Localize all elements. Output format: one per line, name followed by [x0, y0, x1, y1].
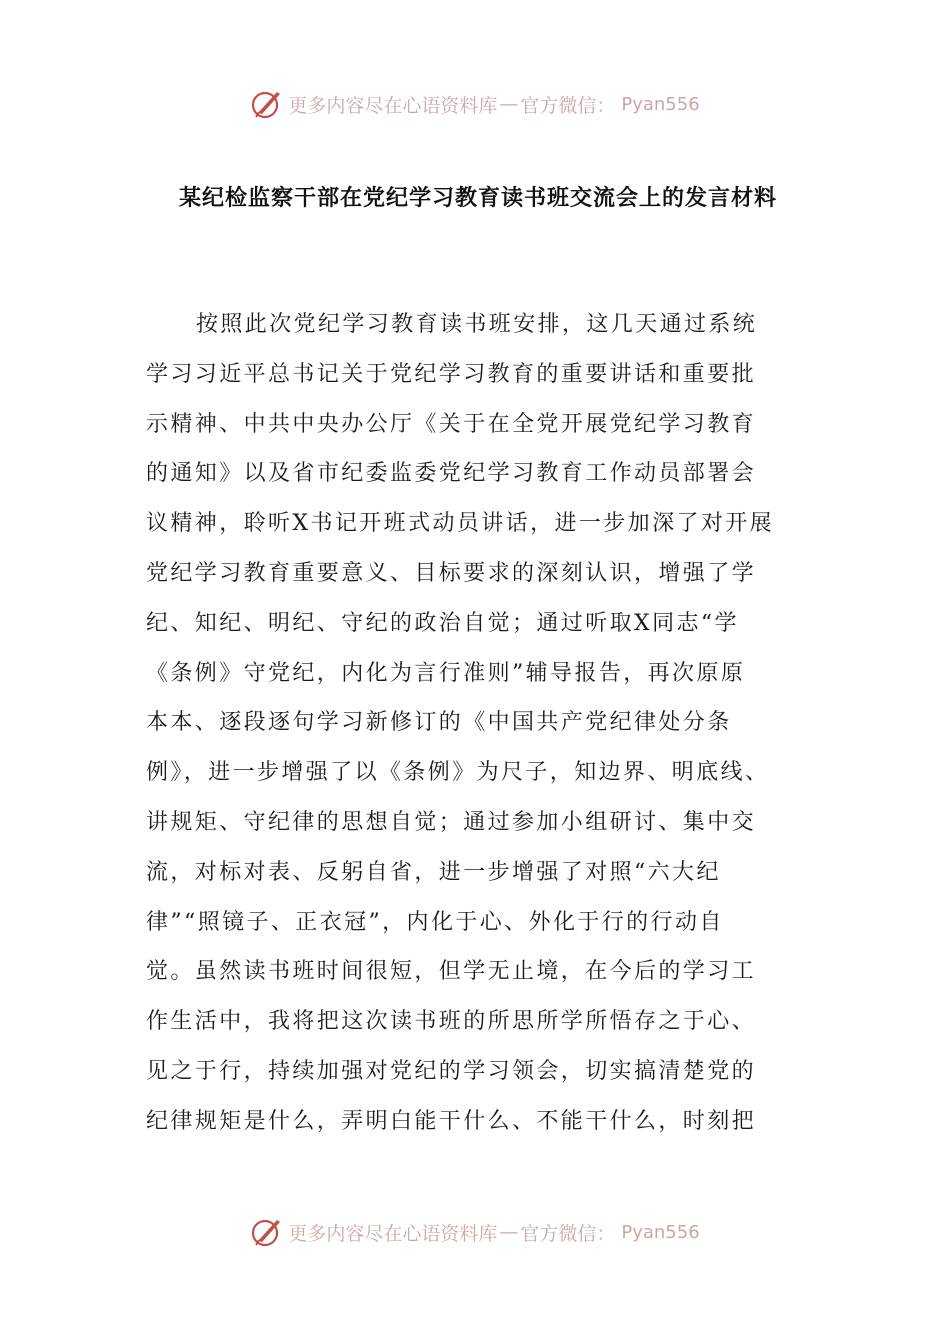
watermark-label: 官方微信： [520, 94, 616, 117]
body-line: 按照此次党纪学习教育读书班安排，这几天通过系统 [196, 312, 758, 337]
body-line: 讲规矩、守纪律的思想自觉；通过参加小组研讨、集中交 [146, 809, 757, 835]
body-line: 例》，进一步增强了以《条例》为尺子，知边界、明底线、 [146, 760, 770, 786]
document-body [146, 300, 806, 1147]
body-line: 《条例》守党纪，内化为言行准则”辅导报告，再次原原 [146, 660, 746, 686]
watermark-brand: 更多内容尽在心语资料库 [288, 1222, 498, 1245]
watermark-id: Pyan556 [621, 1221, 700, 1243]
body-line: 见之于行，持续加强对党纪的学习领会，切实搞清楚党的 [146, 1058, 757, 1084]
body-line: 党纪学习教育重要意义、目标要求的深刻认识，增强了学 [146, 560, 757, 586]
watermark-separator: — [499, 1221, 519, 1243]
body-line: 律”“照镜子、正衣冠”，内化于心、外化于行的行动自 [146, 909, 724, 935]
watermark-id: Pyan556 [621, 93, 700, 115]
watermark-separator: — [499, 93, 519, 115]
watermark-brand: 更多内容尽在心语资料库 [288, 94, 498, 117]
header-watermark [0, 84, 950, 124]
quill-circle-icon [250, 1215, 284, 1249]
body-line: 觉。虽然读书班时间很短，但学无止境，在今后的学习工 [146, 959, 757, 985]
body-line: 议精神，聆听X书记开班式动员讲话，进一步加深了对开展 [146, 511, 775, 537]
body-line: 学习习近平总书记关于党纪学习教育的重要讲话和重要批 [146, 361, 757, 387]
body-line: 示精神、中共中央办公厅《关于在全党开展党纪学习教育 [146, 411, 757, 437]
body-line: 的通知》以及省市纪委监委党纪学习教育工作动员部署会 [146, 461, 757, 487]
footer-watermark [0, 1212, 950, 1252]
body-line: 作生活中，我将把这次读书班的所思所学所悟存之于心、 [146, 1009, 757, 1035]
document-title: 某纪检监察干部在党纪学习教育读书班交流会上的发言材料 [178, 186, 777, 211]
body-line: 流，对标对表、反躬自省，进一步增强了对照“六大纪 [146, 859, 721, 885]
body-line: 纪律规矩是什么，弄明白能干什么、不能干什么，时刻把 [146, 1108, 757, 1134]
body-line: 本本、逐段逐句学习新修订的《中国共产党纪律处分条 [146, 710, 732, 736]
body-line: 纪、知纪、明纪、守纪的政治自觉；通过听取X同志“学 [146, 610, 739, 636]
watermark-label: 官方微信： [520, 1222, 616, 1245]
quill-circle-icon [250, 87, 284, 121]
